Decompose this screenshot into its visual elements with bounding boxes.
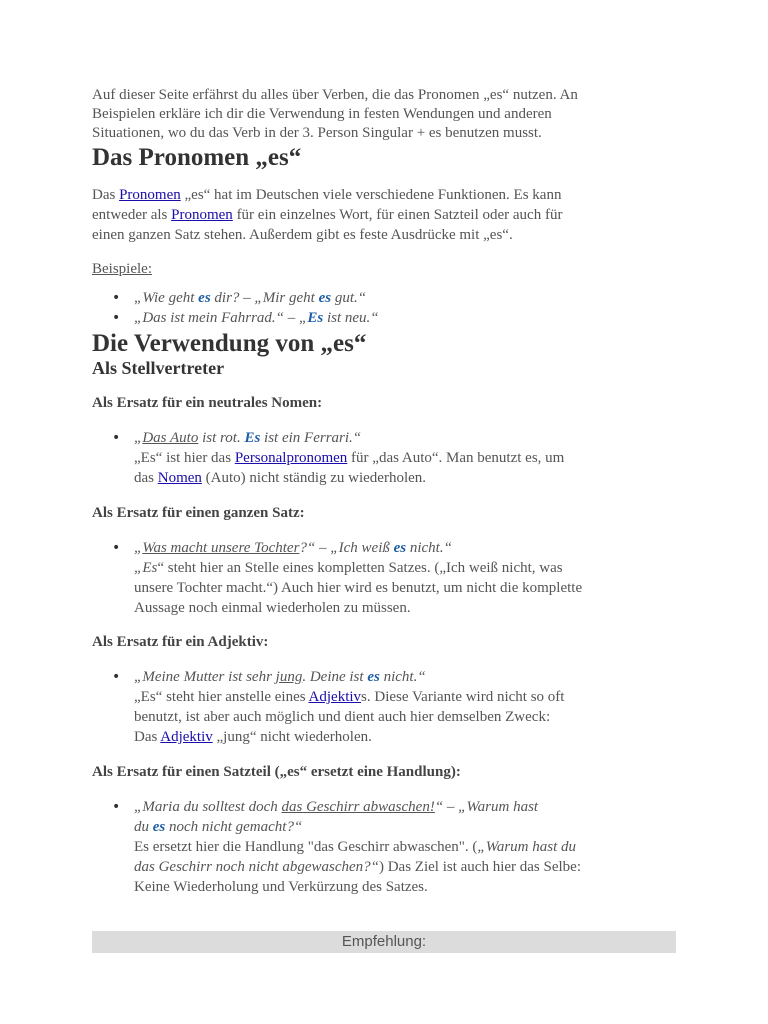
heading-neutrales-nomen: Als Ersatz für ein neutrales Nomen: bbox=[92, 395, 323, 411]
adjektiv-link[interactable]: Adjektiv bbox=[308, 689, 362, 705]
intro-line: Auf dieser Seite erfährst du alles über Verben, die das Pronomen „es“ nutzen. An bbox=[92, 87, 578, 103]
examples-list bbox=[92, 797, 682, 897]
heading-stellvertreter: Als Stellvertreter bbox=[92, 358, 225, 378]
intro-paragraph bbox=[92, 86, 682, 143]
list-item: • „Das ist mein Fahrrad.“ – „Es ist neu.“ bbox=[92, 308, 682, 328]
adjektiv-link[interactable]: Adjektiv bbox=[160, 729, 213, 745]
pronomen-link[interactable]: Pronomen bbox=[171, 207, 233, 223]
recommendation-label: Empfehlung: bbox=[341, 933, 427, 950]
examples-label: Beispiele: bbox=[92, 261, 152, 277]
intro-line: Situationen, wo du das Verb in der 3. Person Singular + es benutzen musst. bbox=[92, 125, 542, 141]
heading-pronomen-es: Das Pronomen „es“ bbox=[92, 144, 302, 171]
personalpronomen-link[interactable]: Personalpronomen bbox=[234, 450, 348, 466]
examples-list bbox=[92, 288, 682, 328]
list-item: • „Wie geht es dir? – „Mir geht es gut.“ bbox=[92, 288, 682, 308]
list-item: • „Was macht unsere Tochter?“ – „Ich weiß es nicht.“ „Es“ steht hier an Stelle eines kompletten Satzes. („Ich weiß nicht, was unsere Tochter macht.“) Auch hier wird es benutzt, um nicht die komplette Aussage noch einmal wiederholen zu müssen. bbox=[92, 538, 682, 618]
examples-list bbox=[92, 667, 682, 747]
heading-verwendung-es: Die Verwendung von „es“ bbox=[92, 330, 367, 357]
heading-satzteil: Als Ersatz für einen Satzteil („es“ ersetzt eine Handlung): bbox=[92, 764, 461, 780]
recommendation-bar bbox=[92, 931, 676, 953]
examples-list bbox=[92, 538, 682, 618]
list-item: • „Maria du solltest doch das Geschirr abwaschen!“ – „Warum hast du es noch nicht gemacht?“ Es ersetzt hier die Handlung "das Geschirr abwaschen". („Warum hast du das Geschirr noch nicht abgewaschen?“) Das Ziel ist auch hier das Selbe: Keine Wiederholung und Verkürzung des Satzes. bbox=[92, 797, 682, 897]
list-item: • „Das Auto ist rot. Es ist ein Ferrari.“ „Es“ ist hier das Personalpronomen für „das Auto“. Man benutzt es, um das Nomen (Auto) nicht ständig zu wiederholen. bbox=[92, 428, 682, 488]
heading-adjektiv: Als Ersatz für ein Adjektiv: bbox=[92, 634, 269, 650]
document-content bbox=[92, 86, 682, 897]
heading-ganzer-satz: Als Ersatz für einen ganzen Satz: bbox=[92, 505, 305, 521]
list-item: • „Meine Mutter ist sehr jung. Deine ist es nicht.“ „Es“ steht hier anstelle eines Adjektivs. Diese Variante wird nicht so oft benutzt, ist aber auch möglich und dient auch hier demselben Zweck: Das Adjektiv „jung“ nicht wiederholen. bbox=[92, 667, 682, 747]
pronomen-link[interactable]: Pronomen bbox=[119, 187, 181, 203]
intro-line: Beispielen erkläre ich dir die Verwendung in festen Wendungen und anderen bbox=[92, 106, 552, 122]
nomen-link[interactable]: Nomen bbox=[157, 470, 202, 486]
examples-list bbox=[92, 428, 682, 488]
pronomen-paragraph: Das Pronomen „es“ hat im Deutschen viele verschiedene Funktionen. Es kann entweder als Pronomen für ein einzelnes Wort, für einen Satzteil oder auch für einen ganzen Satz stehen. Außerdem gibt es feste Ausdrücke mit „es“. bbox=[92, 187, 563, 243]
